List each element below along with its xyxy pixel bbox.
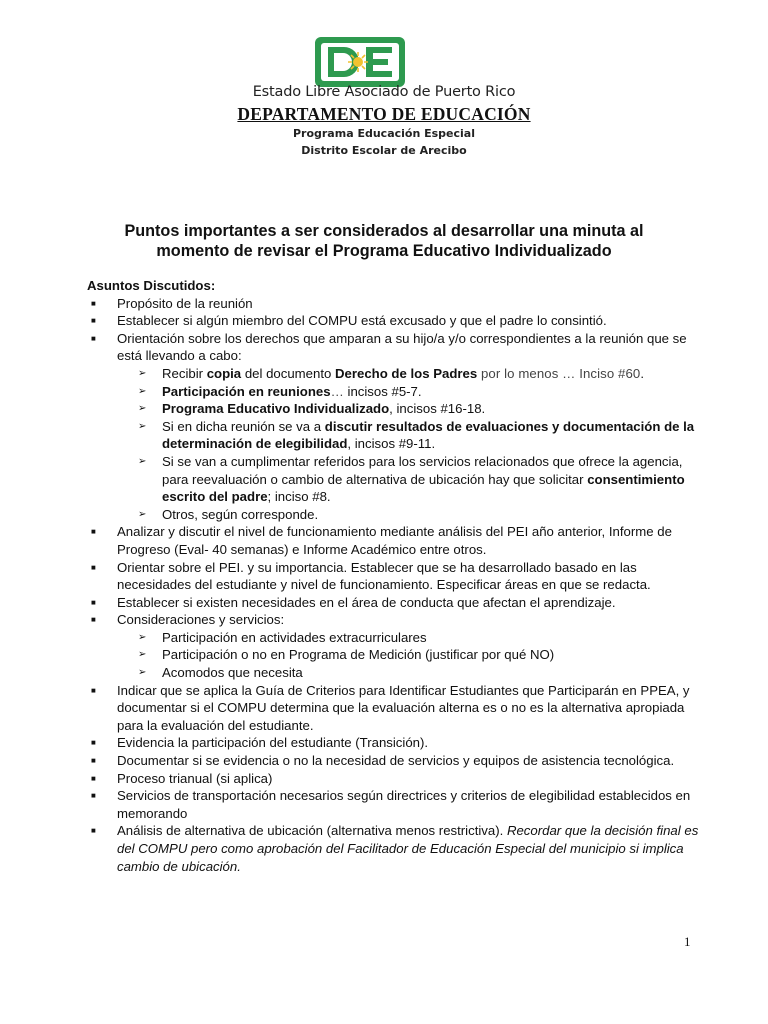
- arrow-bullet-icon: ➢: [138, 631, 147, 643]
- program-name: Programa Educación Especial: [292, 127, 476, 140]
- sub-list-item: ➢ Participación en actividades extracurriculares: [138, 629, 427, 645]
- list-item: ■ Indicar que se aplica la Guía de Criterios para Identificar Estudiantes que Participarán en PPEA, y documentar si el COMPU determina que la evaluación alterna es o no es la alternativa apropiada para la evaluación del estudiante.: [91, 682, 690, 733]
- sub-list-item: ➢ Participación o no en Programa de Medición (justificar por qué NO): [138, 647, 555, 663]
- bullet-icon: ■: [91, 773, 96, 783]
- document-body: [87, 277, 707, 875]
- sub-list-item: ➢ Recibir copia del documento Derecho de los Padres por lo menos … Inciso #60.: [138, 365, 645, 381]
- list-item: ■ Servicios de transportación necesarios según directrices y criterios de elegibilidad establecidos en memorando: [91, 788, 691, 821]
- list-item: ■ Establecer si algún miembro del COMPU está excusado y que el padre lo consintió.: [91, 313, 607, 329]
- arrow-bullet-icon: ➢: [138, 649, 147, 661]
- bullet-icon: ■: [91, 597, 96, 607]
- bullet-icon: ■: [91, 527, 96, 537]
- list-item: ■ Evidencia la participación del estudiante (Transición).: [91, 735, 429, 751]
- list-item: ■ Proceso trianual (si aplica): [91, 770, 273, 786]
- sub-list-item: ➢ Si en dicha reunión se va a discutir resultados de evaluaciones y documentación de la determinación de elegibilidad, incisos #9-11.: [138, 418, 695, 452]
- title-line-1: Puntos importantes a ser considerados al desarrollar una minuta al: [124, 222, 644, 240]
- sub-list-item: ➢ Participación en reuniones… incisos #5-7.: [138, 383, 422, 399]
- arrow-bullet-icon: ➢: [138, 420, 147, 432]
- list-item: ■ Análisis de alternativa de ubicación (alternativa menos restrictiva). Recordar que la decisión final es del COMPU pero como aprobación del Facilitador de Educación Especial del municipio si implica cambio de ubicación.: [91, 823, 699, 874]
- arrow-bullet-icon: ➢: [138, 508, 147, 520]
- district-name: Distrito Escolar de Arecibo: [301, 144, 467, 157]
- department-name: DEPARTAMENTO DE EDUCACIÓN: [237, 104, 531, 124]
- sub-list-item: ➢ Si se van a cumplimentar referidos para los servicios relacionados que ofrece la agencia, para reevaluación o cambio de alternativa de ubicación hay que solicitar consentimiento escrito del padre; inciso #8.: [138, 453, 685, 505]
- arrow-bullet-icon: ➢: [138, 455, 147, 467]
- bullet-icon: ■: [91, 615, 96, 625]
- arrow-bullet-icon: ➢: [138, 385, 147, 397]
- arrow-bullet-icon: ➢: [138, 667, 147, 679]
- bullet-icon: ■: [91, 298, 96, 308]
- list-item: ■ Establecer si existen necesidades en el área de conducta que afectan el aprendizaje.: [91, 594, 616, 610]
- section-heading: Asuntos Discutidos:: [87, 278, 216, 293]
- page-number: 1: [684, 934, 691, 949]
- services-sublist: [117, 629, 707, 682]
- sub-list-item: ➢ Acomodos que necesita: [138, 665, 303, 681]
- list-item: ■ Analizar y discutir el nivel de funcionamiento mediante análisis del PEI año anterior, Informe de Progreso (Eval- 40 semanas) e Informe Académico entre otros.: [91, 524, 672, 557]
- list-item: ■ Documentar si se evidencia o no la necesidad de servicios y equipos de asistencia tecnológica.: [91, 753, 675, 769]
- arrow-bullet-icon: ➢: [138, 403, 147, 415]
- bullet-icon: ■: [91, 685, 96, 695]
- title-line-2: momento de revisar el Programa Educativo Individualizado: [156, 242, 612, 260]
- list-item: ■ Consideraciones y servicios: ➢ Participación en actividades extracurriculares ➢ Participación o no en Programa de Medición (justificar por qué NO) ➢ Acomodos que necesita: [87, 611, 707, 681]
- sub-list-item: ➢ Programa Educativo Individualizado, incisos #16-18.: [138, 401, 486, 417]
- sub-list-item: ➢ Otros, según corresponde.: [138, 506, 319, 522]
- bullet-icon: ■: [91, 316, 96, 326]
- list-item: ■ Propósito de la reunión: [91, 295, 253, 311]
- document-title: [60, 221, 708, 261]
- bullet-icon: ■: [91, 826, 96, 836]
- bullet-icon: ■: [91, 333, 96, 343]
- de-logo-icon: [314, 36, 406, 88]
- rights-sublist: [117, 365, 707, 523]
- bullet-icon: ■: [91, 562, 96, 572]
- topics-list: [87, 295, 707, 876]
- list-item: ■ Orientar sobre el PEI. y su importancia. Establecer que se ha desarrollado basado en las necesidades del estudiante y nivel de funcionamiento. Especificar áreas en que se redacta.: [91, 559, 651, 593]
- bullet-icon: ■: [91, 738, 96, 748]
- bullet-icon: ■: [91, 756, 96, 766]
- bullet-icon: ■: [91, 791, 96, 801]
- agency-name: Estado Libre Asociado de Puerto Rico: [252, 84, 516, 100]
- arrow-bullet-icon: ➢: [138, 367, 147, 379]
- list-item: ■ Orientación sobre los derechos que amparan a su hijo/a y/o correspondientes a la reunión que se está llevando a cabo: ➢ Recibir copia del documento Derecho de los Padres por lo menos … Inciso #60. ➢ Participación en reuniones… incisos #5-7. ➢ Programa Educativo Individualizado, incisos #16-18. ➢ Si en dicha reunión se va a discutir resultados de evaluaciones y documentación de la determinación de elegibilidad, incisos #9-11. ➢ Si se van a cumplimentar referidos para los servicios relacionados que ofrece la agencia, para reevaluación o cambio de alternativa de ubicación hay que solicitar consentimiento escrito del padre; inciso #8. ➢ Otros, según corresponde.: [87, 330, 707, 524]
